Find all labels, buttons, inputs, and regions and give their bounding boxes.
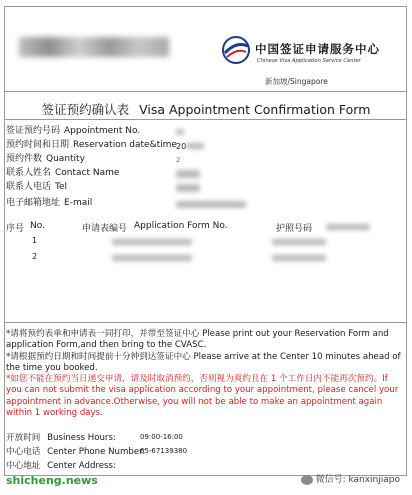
wechat-icon [301, 475, 313, 485]
hours-label-en: Business Hours: [47, 433, 116, 443]
table-row-number: 1 [32, 236, 38, 245]
field-label-en: Appointment No. [64, 126, 141, 136]
redacted-value [176, 129, 184, 135]
form-title-cn: 签证预约确认表 [41, 102, 130, 117]
form-title [0, 100, 412, 118]
field-label-cn: 预约件数 [6, 154, 43, 164]
field-label-en: Contact Name [55, 168, 120, 178]
wechat-id: 微信号: kanxinjiapo [315, 475, 400, 485]
field-label-en: Reservation date&time [73, 140, 177, 150]
org-name-en: Chinese Visa Application Service Center [257, 58, 361, 64]
field-label-cn: 联系人电话 [6, 182, 52, 192]
field-label-cn: 电子邮箱地址 [6, 198, 61, 208]
hours-label-cn: 开放时间 [6, 433, 41, 443]
instruction-print: *请将预约表单和申请表一同打印，并带至签证中心 Please print out your Reservation Form and application Form,and then bring to the CVASC. [6, 329, 389, 351]
redacted-value [272, 255, 326, 261]
field-label-en: Quantity [46, 154, 85, 164]
cvasc-logo-icon [221, 35, 251, 65]
field-label-en: E-mail [64, 198, 93, 208]
redacted-value [176, 201, 246, 208]
business-hours-value: 09:00-16:00 [140, 433, 183, 441]
phone-label-cn: 中心电话 [6, 447, 41, 457]
table-row-number: 2 [32, 252, 38, 261]
col-no: No. [30, 221, 45, 231]
redacted-value [326, 224, 370, 230]
center-phone-row [6, 445, 145, 457]
redacted-value [176, 184, 200, 192]
field-email [6, 198, 92, 209]
redacted-value [272, 239, 326, 245]
field-tel [6, 182, 67, 193]
col-app-form-cn: 申请表编号 [82, 224, 128, 234]
field-reservation-time [6, 140, 177, 151]
instruction-arrive: *请根据预约日期和时间提前十分钟到达签证中心 Please arrive at the Center 10 minutes ahead of the time you booked. [6, 351, 401, 373]
center-phone-value: 65-67139380 [140, 447, 188, 455]
col-passport: 护照号码 [276, 224, 313, 234]
field-quantity [6, 154, 85, 165]
notes-divider [5, 322, 406, 323]
field-label-cn: 签证预约号码 [6, 126, 61, 136]
form-header [5, 7, 406, 91]
address-label-cn: 中心地址 [6, 461, 41, 471]
title-divider [5, 119, 406, 120]
wechat-watermark [301, 472, 400, 485]
reservation-value: 20 [176, 142, 187, 151]
quantity-value: 2 [176, 156, 181, 164]
col-app-form-en: Application Form No. [134, 221, 228, 231]
org-location: 新加坡/Singapore [265, 77, 328, 86]
field-appointment-no [6, 126, 140, 137]
col-seq: 序号 [6, 224, 25, 234]
field-contact-name [6, 168, 119, 179]
phone-label-en: Center Phone Number: [47, 447, 146, 457]
instruction-cancel: *如您不能在预约当日递交申请，请及时取消预约，否则视为爽约且在 1 个工作日内不能再次预约。If you can not submit the visa application according to your appointment, please cancel your appointment in advance.Otherwise, you will not be able to make an appointment again within 1 working days. [6, 374, 399, 419]
field-label-cn: 预约时间和日期 [6, 140, 70, 150]
field-label-en: Tel [55, 182, 68, 192]
org-name-cn: 中国签证申请服务中心 [255, 42, 380, 56]
blurred-header-text [19, 37, 169, 57]
field-label-cn: 联系人姓名 [6, 168, 52, 178]
business-hours-row [6, 431, 116, 443]
site-watermark: shicheng.news [6, 474, 98, 487]
center-address-row [6, 459, 116, 471]
address-label-en: Center Address: [47, 461, 116, 471]
form-title-en: Visa Appointment Confirmation Form [139, 102, 371, 117]
instructions-block [6, 329, 404, 419]
redacted-value [176, 170, 200, 178]
redacted-value [112, 255, 192, 261]
redacted-value [186, 143, 204, 149]
header-divider [5, 91, 406, 92]
redacted-value [112, 239, 192, 245]
